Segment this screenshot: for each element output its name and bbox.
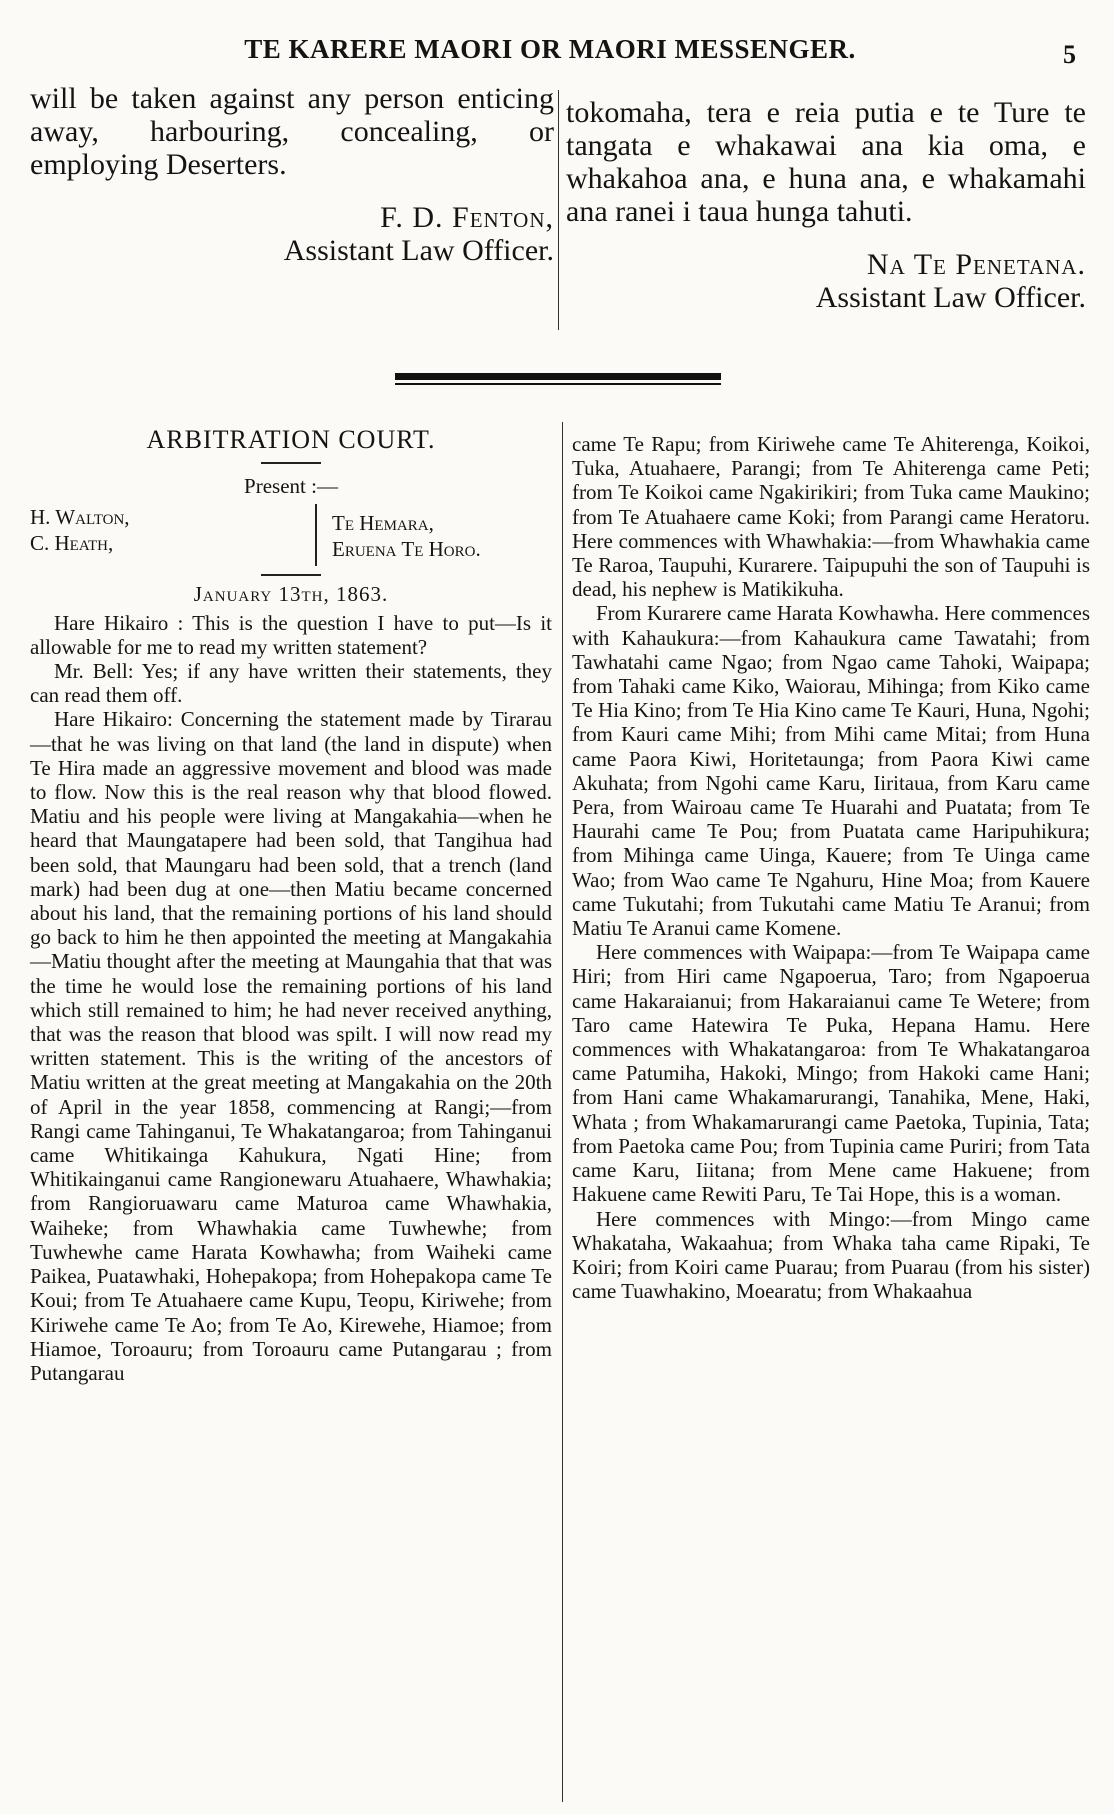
members-brace [315, 504, 317, 566]
short-rule [261, 462, 321, 464]
member-name: C. Heath, [30, 531, 114, 556]
notice-english [30, 82, 554, 267]
court-column-right [572, 432, 1090, 1303]
paragraph: Mr. Bell: Yes; if any have written their statements, they can read them off. [30, 659, 552, 708]
column-divider-top [558, 90, 559, 330]
court-column-left [30, 425, 552, 1385]
notice-maori [566, 96, 1086, 314]
section-rule-thin [395, 383, 721, 385]
notice-maori-signature [566, 248, 1086, 314]
signature-name: F. D. Fenton, [380, 201, 554, 234]
section-rule-thick [395, 373, 721, 380]
paragraph: Hare Hikairo: Concerning the statement made by Tirarau—that he was living on that land (the land in dispute) when Te Hira made an aggressive movement and blood was made to flow. Now this is the real reason why that blood flowed. Matiu and his people were living at Mangakahia—when he heard that Maungatapere had been sold, that Tangihua had been sold, that Maungaru had been sold, that a trench (land mark) had been dug at one—then Matiu became concerned about his land, that the remaining portions of his land should go back to him he then appointed the meeting at Mangakahia—Matiu thought after the meeting at Maungahia that that was the time he would lose the remaining portions of his land which still remained to him; he had never received anything, that was the reason that blood was spilt. I will now read my written statement. This is the writing of the ancestors of Matiu written at the great meeting at Mangakahia on the 20th of April in the year 1858, commencing at Rangi;—from Rangi came Tahinganui, Te Whakatangaroa; from Tahinganui came Whitikainga Kahukura, Ngati Hine; from Whitikainganui came Rangionewaru Atuahaere, Whawhakia; from Rangioruawaru came Maturoa came Whawhakia, Waiheke; from Whawhakia came Tuwhewhe; from Tuwhewhe came Harata Kowhawha; from Waiheki came Paikea, Puatawhaki, Hohepakopa; from Hohepakopa came Te Koui; from Te Atuahaere came Kupu, Teopu, Kiriwehe; from Kiriwehe came Te Ao; from Te Ao, Kirewehe, Hiamoe; from Hiamoe, Toroauru; from Toroauru came Putangarau ; from Putangarau [30, 707, 552, 1385]
page-header [0, 34, 1114, 74]
signature-title: Assistant Law Officer. [283, 234, 554, 267]
paragraph: Hare Hikairo : This is the question I have to put—Is it allowable for me to read my written statement? [30, 610, 552, 659]
notice-english-signature [30, 201, 554, 267]
short-rule [261, 574, 321, 576]
signature-title: Assistant Law Officer. [815, 281, 1086, 314]
paragraph: Here commences with Waipapa:—from Te Waipapa came Hiri; from Hiri came Ngapoerua, Taro; from Ngapoerua came Hakaraianui; from Hakaraianui came Te Wetere; from Taro came Hatewira Te Puka, Hepana Hamu. Here commences with Whakatangaroa: from Te Whakatangaroa came Patumiha, Hakoki, Mingo; from Hakoki came Hani; from Hani came Whakamarurangi, Tanahika, Mene, Haki, Whata ; from Whakamarurangi came Paetoka, Tupinia, Tata; from Paetoka came Pou; from Tupinia came Puriri; from Tata came Karu, Iiitana; from Mene came Hakuene; from Hakuene came Rewiti Paru, Te Tai Hope, this is a woman. [572, 940, 1090, 1207]
page-number: 5 [1063, 40, 1076, 69]
court-title: ARBITRATION COURT. [146, 425, 436, 454]
paragraph: came Te Rapu; from Kiriwehe came Te Ahiterenga, Koikoi, Tuka, Atuahaere, Parangi; from Te Ahiterenga came Peti; from Te Koikoi came Ngakirikiri; from Tuka came Maukino; from Te Atuahaere came Koki; from Parangi came Heratoru. Here commences with Whawhakia:—from Whawhakia came Te Raroa, Taupuhi, Kurarere. Taipupuhi the son of Taupuhi is dead, his nephew is Matikikuha. [572, 432, 1090, 602]
member-name: Te Hemara, [332, 511, 434, 536]
notice-maori-text: tokomaha, tera e reia putia e te Ture te tangata e whakawai ana kia oma, e whakahoa ana, e huna ana, e whakamahi ana ranei i taua hunga tahuti. [566, 96, 1086, 228]
present-label: Present :— [244, 474, 338, 499]
notice-english-text: will be taken against any person enticing away, harbouring, concealing, or employing Deserters. [30, 82, 554, 181]
court-members [30, 504, 552, 566]
member-name: Eruena Te Horo. [332, 537, 481, 562]
member-name: H. Walton, [30, 505, 130, 530]
column-divider-bottom [562, 422, 563, 1802]
members-left [30, 504, 130, 556]
signature-name: Na Te Penetana. [866, 248, 1086, 281]
court-date: January 13th, 1863. [193, 582, 389, 607]
paragraph: From Kurarere came Harata Kowhawha. Here commences with Kahaukura:—from Kahaukura came Tawatahi; from Tawhatahi came Ngao; from Ngao came Tahoki, Waipapa; from Tahaki came Kiko, Waiorau, Mihinga; from Kiko came Te Hia Kino; from Te Hia Kino came Te Kauri, Huna, Ngohi; from Kauri came Mihi; from Mihi came Mitai; from Huna came Paora Kiwi, Horitetaunga; from Paora Kiwi came Akuhata; from Ngohi came Karu, Iiritaua, from Karu came Pera, from Wairoau came Te Huarahi and Puatata; from Te Haurahi came Te Pou; from Puatata came Haripuhikura; from Mihinga came Uinga, Kauere; from Te Uinga came Wao; from Wao came Te Ngahuru, Hine Moa; from Kauere came Tukutahi; from Tukutahi came Matiu Te Aranui; from Matiu Te Aranui came Komene. [572, 601, 1090, 941]
newspaper-title: TE KARERE MAORI OR MAORI MESSENGER. [244, 34, 856, 64]
paragraph: Here commences with Mingo:—from Mingo came Whakataha, Wakaahua; from Whaka taha came Ripaki, Te Koiri; from Koiri came Puarau; from Puarau (from his sister) came Tuawhakino, Moearatu; from Whakaahua [572, 1206, 1090, 1304]
members-right [332, 510, 481, 562]
